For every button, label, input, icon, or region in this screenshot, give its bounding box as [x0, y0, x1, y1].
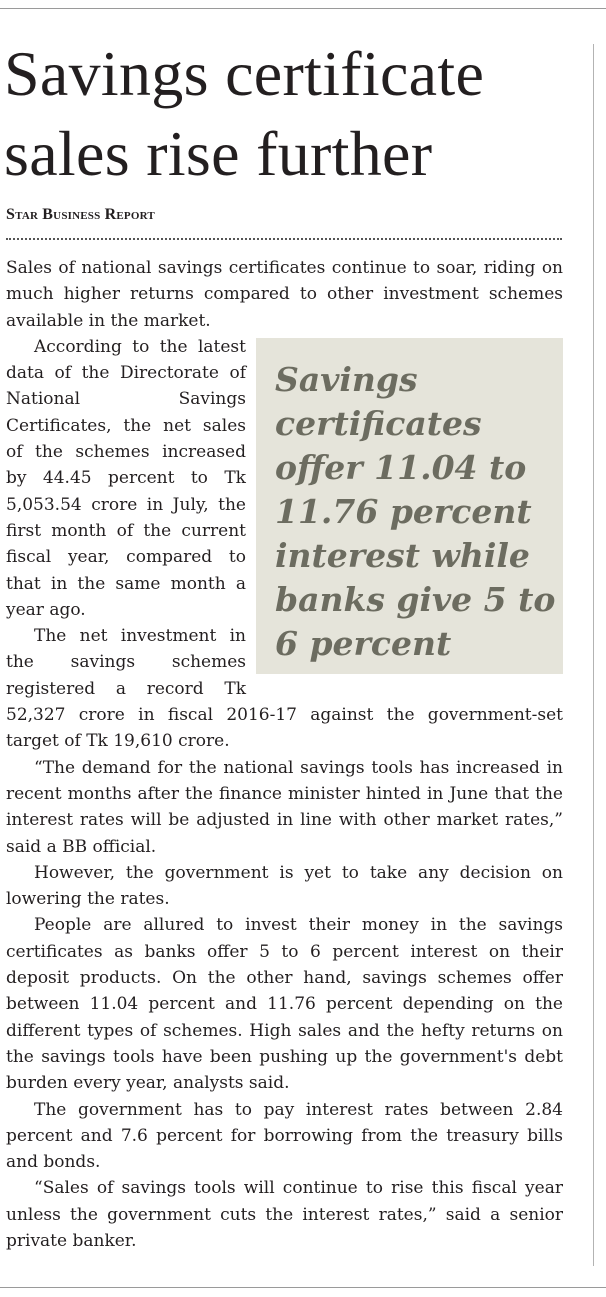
headline: Savings certificate sales rise further: [4, 38, 485, 189]
paragraph-5: However, the government is yet to take any decision on lowering the rates.: [6, 862, 563, 910]
pull-quote-box: Savings certificates offer 11.04 to 11.76 percent interest while banks give 5 to 6 percent: [256, 338, 563, 674]
paragraph-4: “The demand for the national savings tools has increased in recent months after the finance minister hinted in June that the interest rates will be adjusted in line with other market rates,” said a BB official.: [6, 757, 563, 857]
top-rule: [0, 8, 606, 9]
paragraph-6: People are allured to invest their money in the savings certificates as banks offer 5 to 6 percent interest on their deposit products. On the other hand, savings schemes offer between 11.04 percent and 11.76 percent depending on the different types of schemes. High sales and the hefty returns on the savings tools have been pushing up the government's debt burden every year, analysts said.: [6, 915, 563, 1094]
bottom-rule: [0, 1287, 606, 1288]
paragraph-8: “Sales of savings tools will continue to rise this fiscal year unless the government cuts the interest rates,” said a senior private banker.: [6, 1178, 563, 1251]
paragraph-2-text: According to the latest data of the Directorate of National Savings Certificates, the net sales of the schemes increased by 44.45 percent to Tk 5,053.54 crore in July, the first month of the current fiscal year, compared to that in the same month a year ago.: [6, 336, 246, 620]
dotted-divider: [6, 238, 562, 240]
paragraph-3: The net investment in the savings schemes registered a record Tk 52,327 crore in fiscal 2016-17 against the government-set target of Tk 19,610 crore.: [6, 626, 563, 752]
article-body: [6, 255, 563, 1254]
byline: Star Business Report: [6, 206, 155, 223]
paragraph-7: The government has to pay interest rates between 2.84 percent and 7.6 percent for borrowing from the treasury bills and bonds.: [6, 1099, 563, 1173]
paragraph-1: Sales of national savings certificates continue to soar, riding on much higher returns compared to other investment schemes available in the market.: [6, 258, 563, 331]
paragraph-2: [6, 334, 563, 663]
column-rule: [593, 44, 594, 1266]
